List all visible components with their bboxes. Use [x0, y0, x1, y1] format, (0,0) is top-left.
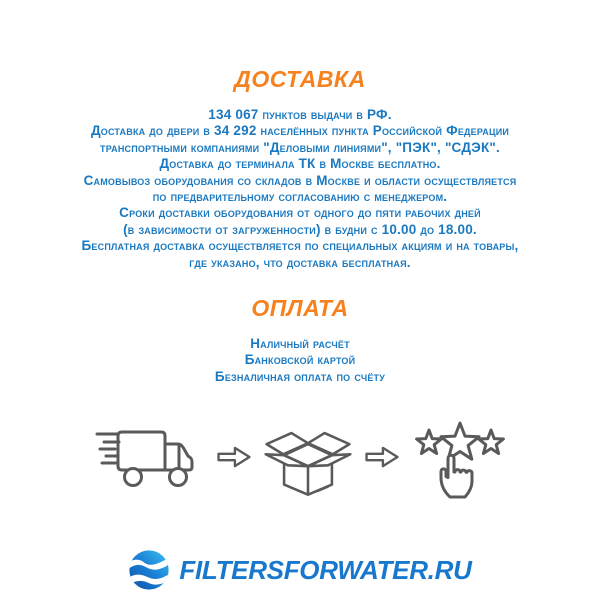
delivery-text-line: Доставка до терминала ТК в Москве бесплатно.: [159, 156, 441, 172]
open-box-icon: [262, 411, 354, 503]
payment-text-block: [0, 336, 600, 385]
order-process-steps: [0, 411, 600, 503]
site-name: FILTERSFORWATER.RU: [179, 554, 472, 585]
payment-text-line: Безналичная оплата по счёту: [214, 368, 386, 384]
fast-delivery-truck-icon: [91, 418, 206, 496]
delivery-text-line: по предварительному согласованию с менеджером.: [152, 189, 448, 205]
payment-text-line: Банковской картой: [244, 352, 356, 368]
footer-logo-link[interactable]: [0, 549, 600, 591]
arrow-right-icon: [214, 443, 254, 471]
water-wave-globe-icon: [128, 549, 170, 591]
delivery-text-line: Самовывоз оборудования со складов в Москве и области осуществляется: [83, 172, 517, 188]
delivery-text-line: Сроки доставки оборудования от одного до пяти рабочих дней: [119, 205, 481, 221]
delivery-text-line: Бесплатная доставка осуществляется по специальных акциям и на товары,: [81, 238, 519, 254]
payment-text-line: Наличный расчёт: [250, 336, 350, 352]
payment-section-title: ОПЛАТА: [251, 295, 349, 322]
delivery-text-block: [0, 107, 600, 271]
delivery-text-line: Доставка до двери в 34 292 населённых пункта Российской Федерации: [90, 123, 510, 139]
arrow-right-icon: [362, 443, 402, 471]
delivery-section-title: ДОСТАВКА: [234, 66, 366, 92]
delivery-text-line: (в зависимости от загруженности) в будни с 10.00 до 18.00.: [123, 221, 477, 237]
rating-stars-hand-icon: [410, 413, 510, 501]
delivery-text-line: транспортными компаниями "Деловыми линиями", "ПЭК", "СДЭК".: [100, 139, 500, 155]
delivery-text-line: где указано, что доставка бесплатная.: [189, 254, 411, 270]
delivery-text-line: 134 067 пунктов выдачи в РФ.: [208, 107, 392, 122]
